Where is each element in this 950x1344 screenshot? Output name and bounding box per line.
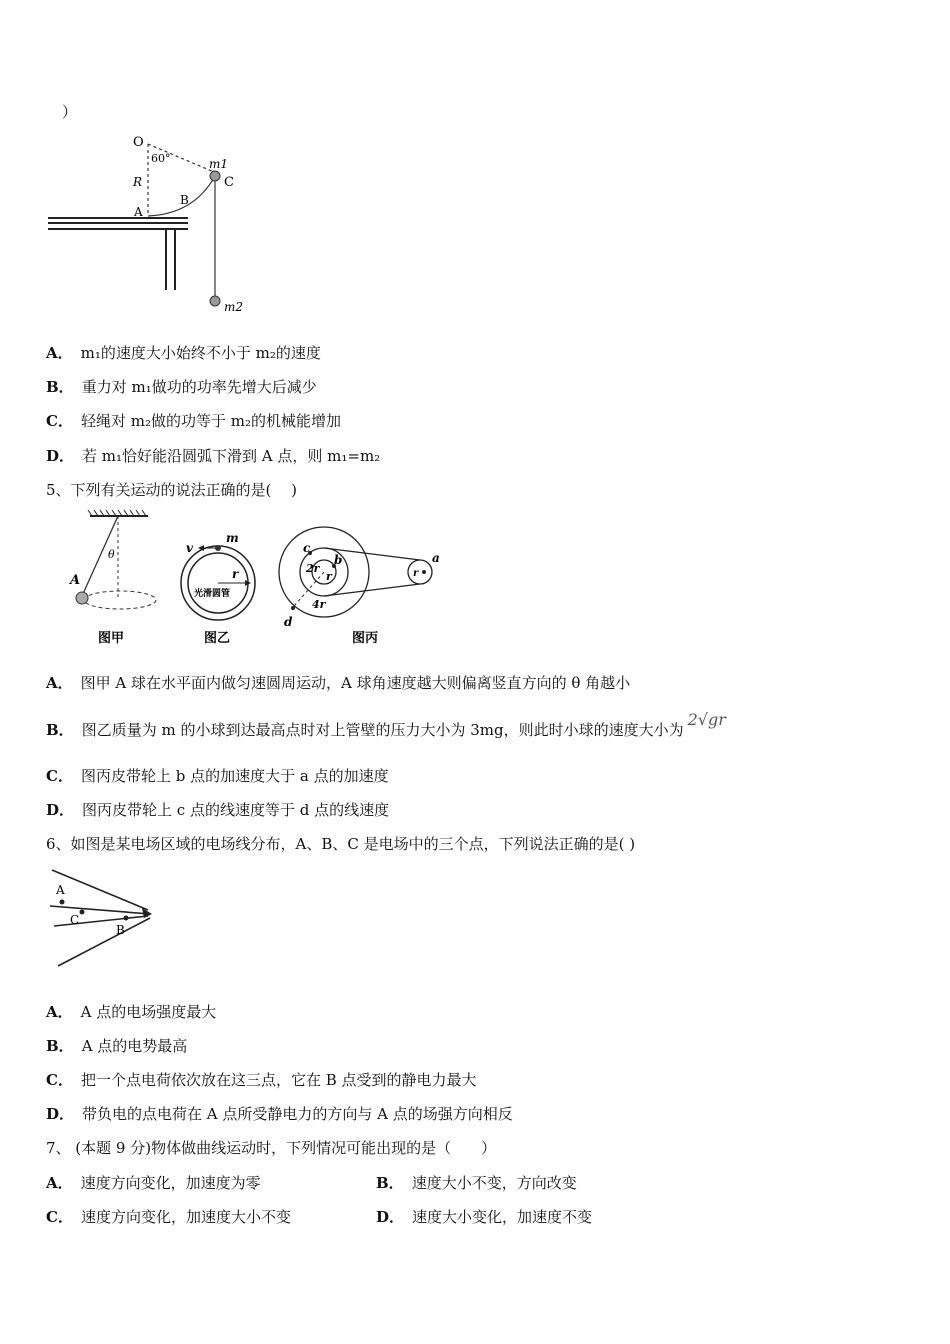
q6-figure — [44, 862, 174, 974]
q5-option-d: D． 图丙皮带轮上 c 点的线速度等于 d 点的线速度 — [46, 801, 390, 819]
q5-label-two-r: 2r — [306, 562, 320, 575]
q4-label-r: R — [133, 175, 143, 189]
top-bracket-fragment: ） — [62, 103, 78, 121]
q4-label-b: B — [180, 193, 189, 207]
q5-stem: 5、下列有关运动的说法正确的是( ) — [46, 481, 298, 499]
q7-option-b: B． 速度大小不变，方向改变 — [376, 1174, 577, 1192]
q5-label-c: c — [303, 541, 311, 555]
q7-stem: 7、 (本题 9 分)物体做曲线运动时，下列情况可能出现的是（ ） — [46, 1139, 497, 1157]
q5-caption-jia: 图甲 — [98, 631, 125, 646]
q4-option-c: C． 轻绳对 m₂做的功等于 m₂的机械能增加 — [46, 412, 341, 430]
q4-option-d: D． 若 m₁恰好能沿圆弧下滑到 A 点，则 m₁=m₂ — [46, 447, 381, 465]
q4-label-m1: m1 — [209, 157, 229, 171]
q6-label-a: A — [56, 883, 65, 897]
q4-label-c: C — [224, 175, 234, 190]
q6-stem: 6、如图是某电场区域的电场线分布，A、B、C 是电场中的三个点，下列说法正确的是( ) — [46, 835, 636, 853]
q5-label-four-r: 4r — [312, 598, 326, 611]
q5-label-a: a — [432, 551, 440, 565]
q4-figure — [44, 128, 254, 318]
q4-label-o: O — [133, 135, 144, 150]
q5-label-v: v — [186, 541, 193, 555]
q6-label-c: C — [70, 913, 80, 927]
q5-label-m: m — [226, 531, 239, 545]
q7-option-a: A． 速度方向变化，加速度为零 — [46, 1174, 261, 1192]
q4-option-b: B． 重力对 m₁做功的功率先增大后减少 — [46, 378, 317, 396]
q5-figure — [62, 508, 462, 650]
q5-label-b: b — [334, 553, 343, 567]
q6-option-d: D． 带负电的点电荷在 A 点所受静电力的方向与 A 点的场强方向相反 — [46, 1105, 513, 1123]
q5-label-theta: θ — [108, 548, 115, 561]
q5-caption-bing: 图丙 — [352, 631, 379, 646]
q5-option-b-formula: 2√gr — [687, 710, 726, 729]
q5-label-r: r — [232, 567, 239, 581]
q5-option-a: A． 图甲 A 球在水平面内做匀速圆周运动，A 球角速度越大则偏离竖直方向的 θ 角越小 — [46, 674, 631, 692]
q5-label-d: d — [284, 615, 293, 629]
q7-option-c: C． 速度方向变化，加速度大小不变 — [46, 1208, 291, 1226]
q5-label-r-a: r — [413, 568, 419, 579]
q4-label-angle: 60° — [151, 152, 171, 165]
q7-option-d: D． 速度大小变化，加速度不变 — [376, 1208, 593, 1226]
q5-label-a-ball: A — [70, 573, 81, 588]
q6-label-b: B — [116, 923, 125, 937]
q5-caption-yi: 图乙 — [204, 631, 231, 646]
q6-option-b: B． A 点的电势最高 — [46, 1037, 188, 1055]
q4-option-a: A． m₁的速度大小始终不小于 m₂的速度 — [46, 344, 321, 362]
q5-label-tube: 光滑圆管 — [194, 589, 231, 599]
q6-option-c: C． 把一个点电荷依次放在这三点，它在 B 点受到的静电力最大 — [46, 1071, 477, 1089]
q4-label-m2: m2 — [224, 300, 244, 314]
q5-label-r-small: r — [326, 570, 332, 583]
q5-option-b: B． 图乙质量为 m 的小球到达最高点时对上管壁的压力大小为 3mg，则此时小球的速度大小为2√gr — [46, 710, 726, 739]
q5-option-c: C． 图丙皮带轮上 b 点的加速度大于 a 点的加速度 — [46, 767, 389, 785]
q6-option-a: A． A 点的电场强度最大 — [46, 1003, 217, 1021]
q4-label-a: A — [134, 205, 143, 219]
